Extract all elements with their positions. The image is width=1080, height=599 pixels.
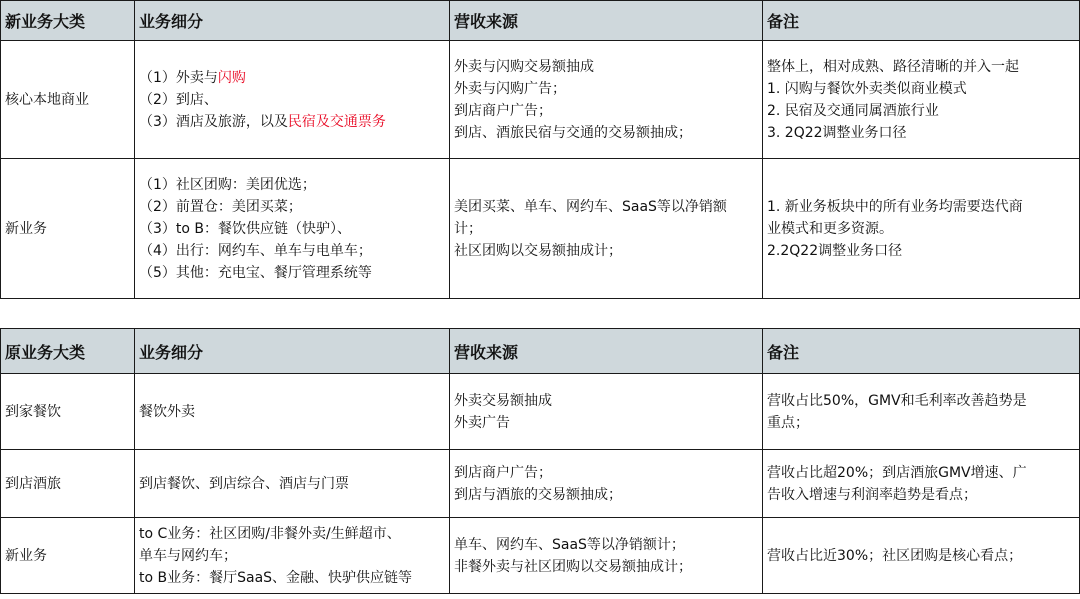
table-row [1, 374, 1080, 450]
detail-line: （4）出行：网约车、单车与电单车； [139, 242, 372, 259]
detail-line [139, 67, 445, 89]
remark-line: 营收占比近30%；社区团购是核心看点； [767, 547, 1023, 564]
detail-cell [135, 518, 450, 594]
remarks-cell [763, 374, 1080, 450]
remark-line: 3. 2Q22调整业务口径 [767, 124, 907, 141]
revenue-line: 外卖广告 [454, 414, 510, 431]
remark-line: 营收占比50%，GMV和毛利率改善趋势是 [767, 392, 1027, 409]
detail-line: 单车与网约车； [139, 547, 237, 564]
revenue-cell [450, 159, 763, 299]
revenue-line: 外卖交易额抽成 [454, 392, 552, 409]
revenue-line: 外卖与闪购交易额抽成 [454, 58, 594, 75]
category-cell: 新业务 [1, 159, 135, 299]
detail-cell [135, 41, 450, 159]
header-revenue: 营收来源 [450, 1, 763, 41]
category-cell: 核心本地商业 [1, 41, 135, 159]
remark-line: 重点； [767, 414, 809, 431]
new-business-table [0, 0, 1080, 299]
detail-cell [135, 159, 450, 299]
header-category: 原业务大类 [1, 329, 135, 374]
detail-line: （5）其他：充电宝、餐厅管理系统等 [139, 264, 372, 281]
detail-line: （1）社区团购：美团优选； [139, 176, 316, 193]
detail-line [139, 111, 445, 133]
header-detail: 业务细分 [135, 329, 450, 374]
remark-line: 业模式和更多资源。 [767, 220, 893, 237]
detail-cell [135, 450, 450, 518]
header-revenue: 营收来源 [450, 329, 763, 374]
detail-text: （1）外卖与 [139, 69, 218, 86]
revenue-line: 社区团购以交易额抽成计； [454, 242, 622, 259]
detail-line: （2）前置仓：美团买菜； [139, 198, 302, 215]
header-remarks: 备注 [763, 1, 1080, 41]
revenue-line: 外卖与闪购广告； [454, 80, 566, 97]
remark-line: 告收入增速与利润率趋势是看点； [767, 486, 977, 503]
category-cell: 到店酒旅 [1, 450, 135, 518]
detail-cell [135, 374, 450, 450]
detail-line: 到店餐饮、到店综合、酒店与门票 [139, 475, 349, 492]
revenue-line: 到店商户广告； [454, 464, 552, 481]
remark-line: 整体上，相对成熟、路径清晰的并入一起 [767, 58, 1019, 75]
revenue-cell [450, 450, 763, 518]
detail-line: （2）到店、 [139, 91, 218, 108]
remark-line: 1. 闪购与餐饮外卖类似商业模式 [767, 80, 967, 97]
highlight-text: 民宿及交通票务 [287, 113, 386, 130]
revenue-cell [450, 518, 763, 594]
table-row [1, 518, 1080, 594]
category-cell: 新业务 [1, 518, 135, 594]
table-row [1, 450, 1080, 518]
header-detail: 业务细分 [135, 1, 450, 41]
table-row [1, 41, 1080, 159]
remarks-cell [763, 450, 1080, 518]
remark-line: 1. 新业务板块中的所有业务均需要迭代商 [767, 198, 1023, 215]
detail-line: 餐饮外卖 [139, 403, 195, 420]
remarks-cell [763, 159, 1080, 299]
revenue-line: 到店、酒旅民宿与交通的交易额抽成； [454, 124, 692, 141]
remark-line: 2.2Q22调整业务口径 [767, 242, 903, 259]
table-row [1, 159, 1080, 299]
revenue-line: 美团买菜、单车、网约车、SaaS等以净销额 [454, 198, 727, 215]
revenue-line: 到店与酒旅的交易额抽成； [454, 486, 622, 503]
remarks-cell [763, 518, 1080, 594]
revenue-cell [450, 41, 763, 159]
detail-line: （3）to B：餐饮供应链（快驴）、 [139, 220, 352, 237]
revenue-line: 单车、网约车、SaaS等以净销额计； [454, 536, 685, 553]
revenue-cell [450, 374, 763, 450]
table-header-row [1, 329, 1080, 374]
original-business-table [0, 328, 1080, 594]
header-category: 新业务大类 [1, 1, 135, 41]
remarks-cell [763, 41, 1080, 159]
detail-text: （3）酒店及旅游，以及 [139, 113, 288, 130]
remark-line: 营收占比超20%；到店酒旅GMV增速、广 [767, 464, 1027, 481]
detail-line: to C业务：社区团购/非餐外卖/生鲜超市、 [139, 525, 401, 542]
table-header-row [1, 1, 1080, 41]
revenue-line: 到店商户广告； [454, 102, 552, 119]
revenue-line: 非餐外卖与社区团购以交易额抽成计； [454, 558, 692, 575]
detail-line: to B业务：餐厅SaaS、金融、快驴供应链等 [139, 569, 413, 586]
revenue-line: 计； [454, 220, 482, 237]
header-remarks: 备注 [763, 329, 1080, 374]
remark-line: 2. 民宿及交通同属酒旅行业 [767, 102, 939, 119]
category-cell: 到家餐饮 [1, 374, 135, 450]
highlight-text: 闪购 [217, 69, 246, 86]
